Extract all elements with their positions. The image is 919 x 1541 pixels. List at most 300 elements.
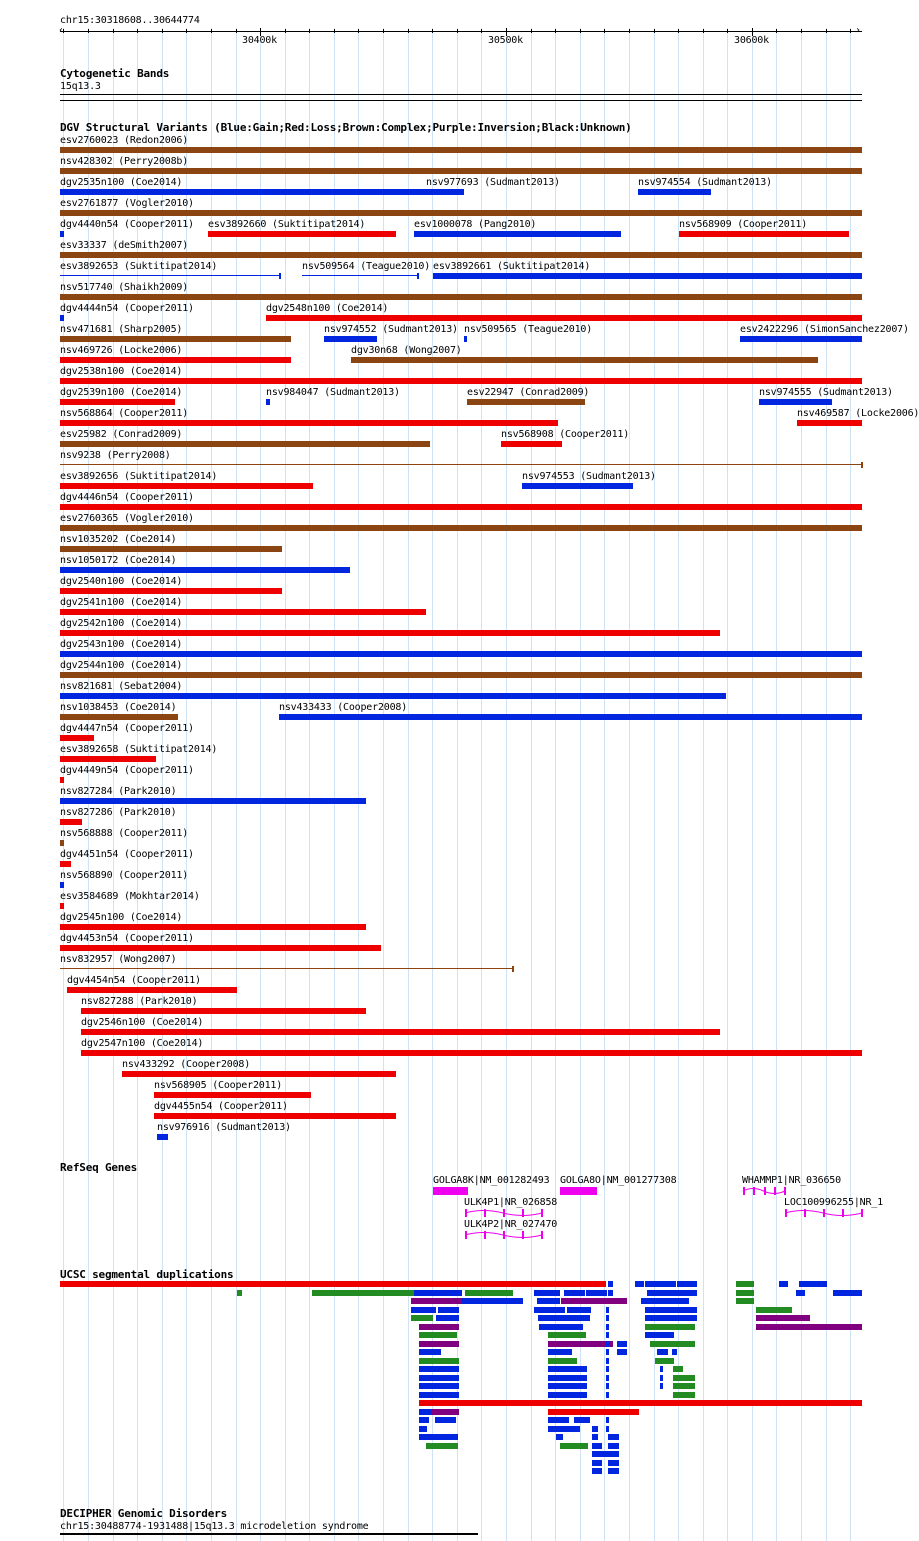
segdup-block[interactable] [426,1443,458,1449]
variant-bar[interactable] [60,777,64,783]
variant-label[interactable]: nsv977693 (Sudmant2013) [426,177,560,188]
variant-bar-cap [861,462,863,468]
variant-bar[interactable] [60,420,558,426]
variant-bar[interactable] [60,714,178,720]
segdup-block[interactable] [608,1460,619,1466]
variant-bar[interactable] [522,483,633,489]
gene-exon-block[interactable] [560,1187,597,1195]
variant-label[interactable]: dgv30n68 (Wong2007) [351,345,462,356]
variant-label[interactable]: esv2760023 (Redon2006) [60,135,189,146]
segdup-block[interactable] [635,1281,644,1287]
variant-bar[interactable] [464,336,467,342]
variant-label[interactable]: dgv2544n100 (Coe2014) [60,660,183,671]
ruler-arrow-left: ‹ [58,25,64,36]
variant-bar[interactable] [60,483,313,489]
variant-label[interactable]: dgv2547n100 (Coe2014) [81,1038,204,1049]
variant-label[interactable]: nsv974554 (Sudmant2013) [638,177,772,188]
ruler-minor-tick [776,29,777,33]
variant-bar[interactable] [60,525,862,531]
variant-bar[interactable] [81,1008,366,1014]
variant-label[interactable]: dgv4455n54 (Cooper2011) [154,1101,288,1112]
segdup-block[interactable] [60,1281,606,1287]
variant-bar[interactable] [208,231,396,237]
segdup-block[interactable] [567,1307,591,1313]
ruler-minor-tick [383,29,384,33]
variant-label[interactable]: esv3892656 (Suktitipat2014) [60,471,218,482]
variant-label[interactable]: nsv568890 (Cooper2011) [60,870,189,881]
variant-bar[interactable] [740,336,862,342]
gene-model[interactable] [464,1229,544,1241]
segdup-block[interactable] [673,1366,683,1372]
variant-label[interactable]: esv3584689 (Mokhtar2014) [60,891,200,902]
variant-label[interactable]: nsv509564 (Teague2010) [302,261,431,272]
segdup-block[interactable] [539,1324,583,1330]
variant-label[interactable]: nsv832957 (Wong2007) [60,954,177,965]
segdup-block[interactable] [465,1290,513,1296]
ruler-minor-tick [801,29,802,33]
segdup-block[interactable] [606,1315,609,1321]
segdup-block[interactable] [564,1290,585,1296]
variant-bar[interactable] [60,924,366,930]
segdup-block[interactable] [592,1434,598,1440]
ruler-minor-tick [186,29,187,33]
variant-label[interactable]: esv22947 (Conrad2009) [467,387,590,398]
segdup-block[interactable] [419,1426,427,1432]
variant-label[interactable]: dgv2541n100 (Coe2014) [60,597,183,608]
segdup-block[interactable] [534,1307,565,1313]
variant-bar[interactable] [60,945,381,951]
variant-bar[interactable] [302,275,418,276]
variant-label[interactable]: dgv2545n100 (Coe2014) [60,912,183,923]
variant-bar[interactable] [60,609,426,615]
variant-label[interactable]: dgv4446n54 (Cooper2011) [60,492,194,503]
segdup-block[interactable] [419,1383,459,1389]
variant-bar[interactable] [154,1092,311,1098]
variant-bar[interactable] [60,168,862,174]
segdup-block[interactable] [660,1366,663,1372]
ruler-tick-label: 30600k [734,35,769,46]
segdup-block[interactable] [419,1417,429,1423]
segdup-block[interactable] [419,1324,459,1330]
segdup-block[interactable] [548,1409,639,1415]
variant-label[interactable]: dgv2535n100 (Coe2014) [60,177,183,188]
variant-label[interactable]: nsv827286 (Park2010) [60,807,177,818]
segdup-block[interactable] [414,1290,462,1296]
variant-label[interactable]: nsv974555 (Sudmant2013) [759,387,893,398]
segdup-block[interactable] [645,1315,697,1321]
segdup-block[interactable] [645,1332,674,1338]
variant-bar[interactable] [60,464,862,465]
variant-label[interactable]: nsv509565 (Teague2010) [464,324,593,335]
segdup-block[interactable] [660,1383,663,1389]
variant-label[interactable]: nsv1050172 (Coe2014) [60,555,177,566]
variant-label[interactable]: dgv2539n100 (Coe2014) [60,387,183,398]
variant-label[interactable]: nsv428302 (Perry2008b) [60,156,189,167]
ruler-minor-tick [211,29,212,33]
segdup-block[interactable] [756,1315,810,1321]
segdup-block[interactable] [548,1341,613,1347]
segdup-block[interactable] [673,1392,695,1398]
segdup-block[interactable] [673,1383,695,1389]
variant-bar[interactable] [279,714,862,720]
ruler-minor-tick [162,29,163,33]
segdup-block[interactable] [608,1434,619,1440]
variant-bar[interactable] [60,567,350,573]
segdup-block[interactable] [548,1358,577,1364]
ruler-minor-tick [850,29,851,33]
segdup-block[interactable] [606,1332,609,1338]
segdup-block[interactable] [548,1375,587,1381]
segdup-block[interactable] [606,1307,609,1313]
variant-label[interactable]: esv3892658 (Suktitipat2014) [60,744,218,755]
segdup-block[interactable] [617,1341,627,1347]
segdup-block[interactable] [647,1290,697,1296]
gene-label[interactable]: ULK4P2|NR_027470 [464,1219,558,1230]
variant-bar[interactable] [157,1134,168,1140]
variant-label[interactable]: nsv976916 (Sudmant2013) [157,1122,291,1133]
variant-label[interactable]: nsv568888 (Cooper2011) [60,828,189,839]
segdup-block[interactable] [237,1290,242,1296]
segdup-block[interactable] [462,1298,523,1304]
segdup-block[interactable] [411,1315,433,1321]
gene-label[interactable]: GOLGA8O|NM_001277308 [560,1175,677,1186]
variant-bar[interactable] [60,357,291,363]
variant-bar[interactable] [60,441,430,447]
refseq-track-title[interactable]: RefSeq Genes [60,1161,138,1174]
ruler-minor-tick [826,29,827,33]
variant-bar[interactable] [60,275,280,276]
variant-bar[interactable] [60,252,862,258]
gene-label[interactable]: GOLGA8K|NM_001282493 [433,1175,550,1186]
segdup-block[interactable] [548,1417,569,1423]
variant-bar[interactable] [60,294,862,300]
variant-bar[interactable] [266,399,270,405]
segdup-block[interactable] [438,1307,459,1313]
segdup-block[interactable] [419,1375,459,1381]
variant-label[interactable]: dgv4440n54 (Cooper2011) [60,219,194,230]
variant-bar[interactable] [60,968,513,969]
segdup-block[interactable] [608,1468,619,1474]
variant-label[interactable]: nsv568864 (Cooper2011) [60,408,189,419]
segdup-block[interactable] [672,1349,677,1355]
segdup-block[interactable] [592,1451,619,1457]
ruler-minor-tick [703,29,704,33]
cytoband-bar-bottom [60,100,862,101]
gene-label[interactable]: WHAMMP1|NR_036650 [742,1175,841,1186]
decipher-track-title[interactable]: DECIPHER Genomic Disorders [60,1507,227,1520]
variant-bar[interactable] [60,630,720,636]
variant-bar[interactable] [60,819,82,825]
segdup-block[interactable] [645,1281,676,1287]
segdup-block[interactable] [660,1375,663,1381]
segdup-block[interactable] [419,1400,862,1406]
variant-label[interactable]: nsv568909 (Cooper2011) [679,219,808,230]
variant-bar[interactable] [60,399,175,405]
segdup-block[interactable] [608,1443,619,1449]
variant-bar[interactable] [60,504,862,510]
segdup-block[interactable] [657,1349,668,1355]
segdup-block[interactable] [606,1375,609,1381]
variant-label[interactable]: nsv517740 (Shaikh2009) [60,282,189,293]
decipher-feature-label: chr15:30488774-1931488|15q13.3 microdeletion syndrome [60,1521,369,1532]
variant-bar[interactable] [60,189,426,195]
variant-label[interactable]: nsv471681 (Sharp2005) [60,324,183,335]
cytoband-label: 15q13.3 [60,81,101,92]
variant-label[interactable]: dgv2538n100 (Coe2014) [60,366,183,377]
gene-label[interactable]: LOC100996255|NR_1 [784,1197,883,1208]
ruler-axis [60,31,862,32]
variant-bar[interactable] [60,588,282,594]
variant-bar[interactable] [351,357,818,363]
segdup-block[interactable] [655,1358,674,1364]
ruler-minor-tick [481,29,482,33]
variant-label[interactable]: dgv4453n54 (Cooper2011) [60,933,194,944]
variant-label[interactable]: nsv469587 (Locke2006) [797,408,919,419]
variant-label[interactable]: dgv4449n54 (Cooper2011) [60,765,194,776]
ruler-minor-tick [629,29,630,33]
gene-model[interactable] [784,1207,864,1219]
variant-bar-cap [512,966,514,972]
variant-bar[interactable] [60,315,64,321]
variant-bar[interactable] [67,987,237,993]
ruler-minor-tick [113,29,114,33]
segdup-block[interactable] [592,1468,602,1474]
variant-label[interactable]: nsv469726 (Locke2006) [60,345,183,356]
variant-bar[interactable] [60,861,71,867]
ruler-minor-tick [604,29,605,33]
variant-label[interactable]: dgv2542n100 (Coe2014) [60,618,183,629]
variant-bar-cap [279,273,281,279]
segdup-block[interactable] [606,1341,609,1347]
variant-bar[interactable] [467,399,585,405]
variant-bar[interactable] [266,315,862,321]
variant-label[interactable]: dgv4444n54 (Cooper2011) [60,303,194,314]
segdup-block[interactable] [592,1426,598,1432]
segdup-block[interactable] [574,1417,590,1423]
variant-label[interactable]: dgv4447n54 (Cooper2011) [60,723,194,734]
segdup-track-title[interactable]: UCSC segmental duplications [60,1268,234,1281]
segdup-block[interactable] [431,1409,459,1415]
variant-bar[interactable] [154,1113,396,1119]
variant-label[interactable]: nsv984047 (Sudmant2013) [266,387,400,398]
variant-bar[interactable] [679,231,849,237]
segdup-block[interactable] [606,1383,609,1389]
segdup-block[interactable] [419,1409,431,1415]
gene-model[interactable] [742,1185,787,1197]
segdup-block[interactable] [606,1426,609,1432]
variant-bar[interactable] [60,336,291,342]
variant-bar[interactable] [60,840,64,846]
segdup-block[interactable] [645,1307,697,1313]
segdup-block[interactable] [650,1341,695,1347]
variant-label[interactable]: nsv974552 (Sudmant2013) [324,324,458,335]
variant-label[interactable]: nsv827288 (Park2010) [81,996,198,1007]
segdup-block[interactable] [548,1426,580,1432]
ruler-minor-tick [309,29,310,33]
ruler-minor-tick [358,29,359,33]
segdup-block[interactable] [608,1281,613,1287]
ruler-minor-tick [88,29,89,33]
segdup-block[interactable] [419,1349,441,1355]
ruler-arrow-right: › [855,25,861,36]
variant-bar[interactable] [60,651,862,657]
variant-bar[interactable] [426,189,464,195]
variant-label[interactable]: esv3892653 (Suktitipat2014) [60,261,218,272]
dgv-track-title[interactable]: DGV Structural Variants (Blue:Gain;Red:Loss;Brown:Complex;Purple:Inversion;Black:Unknown) [60,121,632,134]
variant-label[interactable]: esv2422296 (SimonSanchez2007) [740,324,909,335]
ruler-minor-tick [285,29,286,33]
variant-label[interactable]: nsv433433 (Cooper2008) [279,702,408,713]
variant-label[interactable]: nsv1035202 (Coe2014) [60,534,177,545]
variant-label[interactable]: dgv2548n100 (Coe2014) [266,303,389,314]
cytoband-bar-top [60,94,862,95]
cytoband-track-title[interactable]: Cytogenetic Bands [60,67,170,80]
variant-bar[interactable] [60,693,726,699]
ruler-minor-tick [457,29,458,33]
segdup-block[interactable] [556,1434,563,1440]
ruler-minor-tick [137,29,138,33]
segdup-block[interactable] [796,1290,805,1296]
ruler-minor-tick [654,29,655,33]
ruler-minor-tick [727,29,728,33]
variant-label[interactable]: dgv4451n54 (Cooper2011) [60,849,194,860]
variant-bar[interactable] [122,1071,396,1077]
segdup-block[interactable] [608,1290,613,1296]
variant-bar[interactable] [60,756,156,762]
gene-exon-block[interactable] [433,1187,468,1195]
segdup-block[interactable] [799,1281,827,1287]
variant-label[interactable]: nsv1038453 (Coe2014) [60,702,177,713]
segdup-block[interactable] [586,1290,607,1296]
segdup-block[interactable] [411,1307,436,1313]
variant-label[interactable]: nsv433292 (Cooper2008) [122,1059,251,1070]
segdup-block[interactable] [419,1392,459,1398]
variant-label[interactable]: nsv9238 (Perry2008) [60,450,171,461]
variant-label[interactable]: nsv568908 (Cooper2011) [501,429,630,440]
segdup-block[interactable] [641,1298,689,1304]
segdup-block[interactable] [538,1315,590,1321]
segdup-block[interactable] [548,1332,586,1338]
variant-bar[interactable] [797,420,862,426]
segdup-block[interactable] [419,1366,459,1372]
variant-bar[interactable] [759,399,832,405]
segdup-block[interactable] [756,1324,862,1330]
ruler-minor-tick [678,29,679,33]
decipher-bar[interactable] [60,1533,478,1535]
variant-bar[interactable] [60,672,862,678]
segdup-block[interactable] [548,1383,587,1389]
segdup-block[interactable] [606,1349,609,1355]
variant-bar[interactable] [60,735,94,741]
segdup-block[interactable] [645,1324,695,1330]
variant-bar[interactable] [60,882,64,888]
variant-label[interactable]: dgv2546n100 (Coe2014) [81,1017,204,1028]
segdup-block[interactable] [592,1460,602,1466]
variant-bar[interactable] [81,1029,720,1035]
variant-label[interactable]: dgv4454n54 (Cooper2011) [67,975,201,986]
gene-model[interactable] [464,1207,544,1219]
segdup-block[interactable] [419,1434,458,1440]
variant-bar[interactable] [638,189,711,195]
segdup-block[interactable] [561,1298,627,1304]
variant-bar[interactable] [433,273,862,279]
variant-label[interactable]: esv2761877 (Vogler2010) [60,198,194,209]
variant-label[interactable]: esv25982 (Conrad2009) [60,429,183,440]
variant-label[interactable]: esv2760365 (Vogler2010) [60,513,194,524]
segdup-block[interactable] [548,1366,587,1372]
variant-bar[interactable] [60,210,862,216]
ruler-minor-tick [408,29,409,33]
segdup-block[interactable] [617,1349,627,1355]
segdup-block[interactable] [548,1349,572,1355]
segdup-block[interactable] [419,1341,459,1347]
segdup-block[interactable] [779,1281,788,1287]
segdup-block[interactable] [419,1332,457,1338]
variant-bar[interactable] [60,546,282,552]
segdup-block[interactable] [606,1417,609,1423]
variant-label[interactable]: nsv821681 (Sebat2004) [60,681,183,692]
segdup-block[interactable] [312,1290,414,1296]
segdup-block[interactable] [435,1417,456,1423]
variant-label[interactable]: nsv827284 (Park2010) [60,786,177,797]
segdup-block[interactable] [673,1375,695,1381]
segdup-block[interactable] [419,1358,459,1364]
ruler-tick-label: 30400k [242,35,277,46]
segdup-block[interactable] [606,1366,609,1372]
ruler-minor-tick [580,29,581,33]
variant-label[interactable]: esv3892661 (Suktitipat2014) [433,261,591,272]
variant-bar[interactable] [60,147,862,153]
segdup-block[interactable] [736,1298,754,1304]
segdup-block[interactable] [560,1443,588,1449]
variant-label[interactable]: nsv974553 (Sudmant2013) [522,471,656,482]
gene-label[interactable]: ULK4P1|NR_026858 [464,1197,558,1208]
segdup-block[interactable] [606,1324,609,1330]
variant-bar-cap [417,273,419,279]
segdup-block[interactable] [833,1290,862,1296]
segdup-block[interactable] [736,1281,754,1287]
ruler-minor-tick [334,29,335,33]
variant-bar[interactable] [60,378,862,384]
variant-bar[interactable] [414,231,621,237]
variant-bar[interactable] [60,798,366,804]
variant-bar[interactable] [501,441,562,447]
segdup-block[interactable] [436,1315,459,1321]
variant-label[interactable]: dgv2540n100 (Coe2014) [60,576,183,587]
segdup-block[interactable] [677,1281,697,1287]
variant-bar[interactable] [60,231,64,237]
segdup-block[interactable] [537,1298,560,1304]
variant-label[interactable]: dgv2543n100 (Coe2014) [60,639,183,650]
segdup-block[interactable] [606,1358,609,1364]
segdup-block[interactable] [606,1392,609,1398]
variant-bar[interactable] [60,903,64,909]
variant-label[interactable]: esv3892660 (Suktitipat2014) [208,219,366,230]
segdup-block[interactable] [534,1290,560,1296]
segdup-block[interactable] [411,1298,462,1304]
variant-label[interactable]: esv33337 (deSmith2007) [60,240,189,251]
variant-label[interactable]: esv1000078 (Pang2010) [414,219,537,230]
segdup-block[interactable] [736,1290,754,1296]
variant-bar[interactable] [324,336,377,342]
ruler-minor-tick [236,29,237,33]
segdup-block[interactable] [592,1443,602,1449]
segdup-block[interactable] [548,1392,587,1398]
variant-label[interactable]: nsv568905 (Cooper2011) [154,1080,283,1091]
ruler-tick-label: 30500k [488,35,523,46]
variant-bar[interactable] [81,1050,862,1056]
segdup-block[interactable] [756,1307,792,1313]
